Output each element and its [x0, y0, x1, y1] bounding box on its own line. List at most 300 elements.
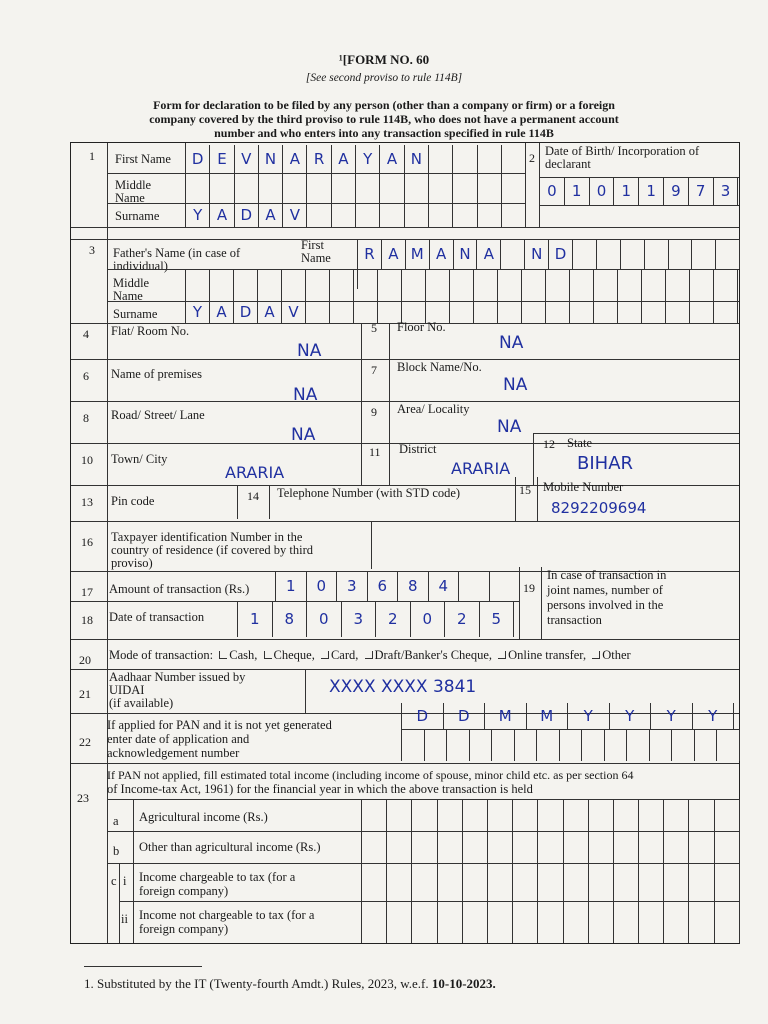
char-box[interactable]	[412, 863, 437, 901]
char-box[interactable]	[380, 203, 404, 227]
agricultural-income-label: Agricultural income (Rs.)	[139, 810, 268, 824]
char-box[interactable]	[513, 901, 538, 943]
district-value[interactable]: ARARIA	[451, 459, 511, 478]
draft-checkbox[interactable]	[365, 651, 373, 659]
char-box[interactable]: A	[210, 301, 234, 323]
mobile-value[interactable]: 8292209694	[551, 499, 647, 517]
char-box[interactable]: D	[186, 145, 210, 173]
field-number: 10	[81, 453, 93, 467]
char-box[interactable]: M	[406, 239, 430, 269]
aadhaar-value[interactable]: XXXX XXXX 3841	[329, 677, 477, 697]
income-label-line1: If PAN not applied, fill estimated total income (including income of spouse, minor child etc. as per section 64	[107, 768, 634, 782]
char-box[interactable]	[522, 301, 546, 323]
char-box[interactable]	[463, 863, 488, 901]
char-box[interactable]	[488, 799, 513, 831]
char-box[interactable]: A	[259, 203, 283, 227]
block-label: Block Name/No.	[397, 360, 482, 374]
cash-checkbox[interactable]	[219, 651, 227, 659]
field-number: 1	[89, 149, 95, 163]
char-box[interactable]	[210, 269, 234, 301]
char-box[interactable]	[627, 729, 650, 761]
char-box[interactable]	[564, 863, 589, 901]
char-box[interactable]	[570, 269, 594, 301]
char-box[interactable]	[380, 173, 404, 203]
char-box[interactable]	[378, 269, 402, 301]
char-box[interactable]	[515, 729, 538, 761]
char-box[interactable]	[589, 799, 614, 831]
char-box[interactable]: Y	[356, 145, 380, 173]
char-box[interactable]	[426, 269, 450, 301]
char-box[interactable]	[258, 269, 282, 301]
char-box[interactable]	[664, 831, 689, 863]
cheque-option: Cheque,	[273, 648, 315, 662]
char-box[interactable]: 1	[238, 601, 273, 637]
char-box[interactable]	[387, 831, 412, 863]
income-label-line2: of Income-tax Act, 1961) for the financial year in which the above transaction is held	[107, 782, 533, 796]
footnote	[84, 976, 496, 992]
field-number: 5	[371, 321, 377, 335]
char-box[interactable]	[546, 269, 570, 301]
father-middle-name-boxes[interactable]	[185, 269, 738, 301]
char-box[interactable]	[282, 269, 306, 301]
char-box[interactable]	[405, 173, 429, 203]
char-box[interactable]	[564, 901, 589, 943]
char-box[interactable]: 1	[565, 177, 590, 205]
char-box[interactable]: 0	[307, 601, 342, 637]
char-box[interactable]: N	[405, 145, 429, 173]
char-box[interactable]	[513, 799, 538, 831]
char-box[interactable]	[650, 729, 673, 761]
road-label: Road/ Street/ Lane	[111, 408, 205, 422]
char-box[interactable]	[463, 831, 488, 863]
char-box[interactable]	[488, 901, 513, 943]
char-box[interactable]: 0	[540, 177, 565, 205]
char-box[interactable]	[639, 799, 664, 831]
char-box[interactable]: Y	[186, 301, 210, 323]
char-box[interactable]	[639, 831, 664, 863]
footnote-text: 1. Substituted by the IT (Twenty-fourth Amdt.) Rules, 2023, w.e.f.	[84, 976, 432, 991]
surname-boxes[interactable]	[185, 203, 526, 227]
amount-label: Amount of transaction (Rs.)	[109, 582, 250, 596]
char-box[interactable]	[618, 301, 642, 323]
char-box[interactable]: 0	[307, 571, 338, 601]
mode-of-transaction	[109, 649, 631, 662]
char-box[interactable]	[478, 173, 502, 203]
char-box[interactable]	[715, 799, 740, 831]
char-box[interactable]	[450, 301, 474, 323]
fathers-name-label: Father's Name (in case of individual)	[113, 246, 241, 273]
char-box[interactable]	[513, 863, 538, 901]
char-box[interactable]	[537, 729, 560, 761]
char-box[interactable]: Y	[610, 703, 652, 729]
char-box[interactable]	[186, 269, 210, 301]
father-first-name-boxes[interactable]	[357, 239, 740, 269]
joint-names-label-line3: persons involved in the	[547, 598, 664, 612]
aadhaar-label-line3: (if available)	[109, 696, 174, 710]
char-box[interactable]	[330, 269, 354, 301]
first-name-boxes[interactable]	[185, 145, 526, 173]
char-box[interactable]	[502, 145, 526, 173]
char-box[interactable]	[463, 901, 488, 943]
char-box[interactable]	[715, 863, 740, 901]
char-box[interactable]	[459, 571, 490, 601]
char-box[interactable]	[387, 799, 412, 831]
char-box[interactable]: D	[234, 301, 258, 323]
field-number: 9	[371, 405, 377, 419]
agricultural-income-boxes[interactable]	[361, 799, 740, 831]
field-number: 11	[369, 445, 381, 459]
char-box[interactable]	[614, 831, 639, 863]
char-box[interactable]	[666, 269, 690, 301]
char-box[interactable]	[589, 901, 614, 943]
char-box[interactable]	[453, 173, 477, 203]
state-label: State	[567, 436, 592, 450]
char-box[interactable]	[488, 863, 513, 901]
char-box[interactable]	[714, 269, 738, 301]
char-box[interactable]	[463, 799, 488, 831]
other-checkbox[interactable]	[592, 651, 600, 659]
char-box[interactable]	[429, 173, 453, 203]
char-box[interactable]: V	[282, 301, 306, 323]
char-box[interactable]	[447, 729, 470, 761]
char-box[interactable]	[689, 863, 714, 901]
char-box[interactable]: R	[358, 239, 382, 269]
char-box[interactable]	[669, 239, 693, 269]
block-value[interactable]: NA	[503, 375, 528, 395]
field-number: 19	[523, 581, 535, 595]
premises-value[interactable]: NA	[293, 385, 318, 405]
char-box[interactable]: 3	[714, 177, 739, 205]
first-name-label: First Name	[115, 152, 171, 166]
char-box[interactable]	[307, 203, 331, 227]
char-box[interactable]	[582, 729, 605, 761]
char-box[interactable]: 1	[276, 571, 307, 601]
card-option: Card,	[330, 648, 359, 662]
char-box[interactable]: Y	[568, 703, 610, 729]
char-box[interactable]	[689, 799, 714, 831]
tin-label-line3: proviso)	[111, 556, 153, 570]
char-box[interactable]	[614, 901, 639, 943]
chargeable-income-boxes[interactable]	[361, 863, 740, 901]
char-box[interactable]: R	[307, 145, 331, 173]
char-box[interactable]: D	[235, 203, 259, 227]
char-box[interactable]	[642, 269, 666, 301]
char-box[interactable]: 1	[639, 177, 664, 205]
chargeable-income-label-line2: foreign company)	[139, 884, 229, 898]
char-box[interactable]	[450, 269, 474, 301]
town-value[interactable]: ARARIA	[225, 463, 285, 482]
char-box[interactable]	[594, 301, 618, 323]
char-box[interactable]	[645, 239, 669, 269]
field-number: 6	[83, 369, 89, 383]
char-box[interactable]: A	[332, 145, 356, 173]
area-label: Area/ Locality	[397, 402, 470, 416]
town-label: Town/ City	[111, 452, 168, 466]
char-box[interactable]	[492, 729, 515, 761]
road-value[interactable]: NA	[291, 425, 316, 445]
tin-label-line1: Taxpayer identification Number in the	[111, 530, 303, 544]
flat-room-label: Flat/ Room No.	[111, 324, 190, 338]
char-box[interactable]	[453, 203, 477, 227]
form-60-table	[70, 142, 740, 944]
char-box[interactable]	[362, 831, 387, 863]
char-box[interactable]	[429, 203, 453, 227]
char-box[interactable]: E	[210, 145, 234, 173]
char-box[interactable]: A	[430, 239, 454, 269]
surname-label: Surname	[115, 209, 160, 223]
char-box[interactable]	[564, 799, 589, 831]
char-box[interactable]	[470, 729, 493, 761]
char-box[interactable]: M	[527, 703, 569, 729]
char-box[interactable]	[538, 799, 563, 831]
father-surname-boxes[interactable]	[185, 301, 738, 323]
dob-boxes[interactable]	[539, 177, 738, 205]
char-box[interactable]	[405, 203, 429, 227]
char-box[interactable]	[501, 239, 525, 269]
char-box[interactable]: 3	[337, 571, 368, 601]
online-checkbox[interactable]	[498, 651, 506, 659]
char-box[interactable]	[356, 203, 380, 227]
char-box[interactable]	[354, 301, 378, 323]
form-subtitle: [See second proviso to rule 114B]	[305, 72, 463, 84]
char-box[interactable]	[478, 203, 502, 227]
char-box[interactable]	[502, 173, 526, 203]
non-chargeable-income-boxes[interactable]	[361, 901, 740, 943]
chargeable-income-label-line1: Income chargeable to tax (for a	[139, 870, 296, 884]
char-box[interactable]	[690, 269, 714, 301]
sub-letter: a	[113, 814, 119, 828]
char-box[interactable]	[618, 269, 642, 301]
char-box[interactable]: D	[549, 239, 573, 269]
state-value[interactable]: BIHAR	[577, 453, 634, 474]
father-first-name-label: First Name	[301, 238, 331, 265]
char-box[interactable]	[513, 831, 538, 863]
acknowledgement-number-boxes[interactable]	[401, 729, 740, 761]
char-box[interactable]	[689, 901, 714, 943]
char-box[interactable]	[474, 269, 498, 301]
middle-name-label: Middle Name	[115, 178, 152, 205]
char-box[interactable]	[589, 831, 614, 863]
online-option: Online transfer,	[508, 648, 587, 662]
char-box[interactable]	[438, 901, 463, 943]
char-box[interactable]: Y	[651, 703, 693, 729]
char-box[interactable]	[354, 269, 378, 301]
char-box[interactable]	[498, 269, 522, 301]
joint-names-label-line1: In case of transaction in	[547, 568, 667, 582]
char-box[interactable]	[717, 729, 740, 761]
char-box[interactable]	[330, 301, 354, 323]
cheque-checkbox[interactable]	[264, 651, 272, 659]
father-middle-name-label: Middle Name	[113, 276, 150, 303]
other-option: Other	[602, 648, 631, 662]
aadhaar-label-line2: UIDAI	[109, 683, 145, 697]
floor-no-value[interactable]: NA	[499, 333, 524, 353]
char-box[interactable]	[690, 301, 714, 323]
char-box[interactable]	[438, 831, 463, 863]
char-box[interactable]	[412, 799, 437, 831]
char-box[interactable]	[605, 729, 628, 761]
char-box[interactable]	[597, 239, 621, 269]
char-box[interactable]	[689, 831, 714, 863]
char-box[interactable]: A	[283, 145, 307, 173]
char-box[interactable]	[474, 301, 498, 323]
char-box[interactable]	[639, 863, 664, 901]
date-of-transaction-label: Date of transaction	[109, 610, 205, 624]
char-box[interactable]: D	[444, 703, 486, 729]
field-number: 17	[81, 585, 93, 599]
char-box[interactable]: A	[210, 203, 234, 227]
card-checkbox[interactable]	[321, 651, 329, 659]
char-box[interactable]	[387, 863, 412, 901]
sub-numeral: i	[123, 874, 127, 888]
char-box[interactable]	[695, 729, 718, 761]
char-box[interactable]: 5	[480, 601, 515, 637]
char-box[interactable]	[412, 901, 437, 943]
char-box[interactable]	[502, 203, 526, 227]
char-box[interactable]: A	[380, 145, 404, 173]
form-title: ¹[FORM NO. 60	[338, 52, 430, 67]
char-box[interactable]: A	[477, 239, 501, 269]
char-box[interactable]: V	[283, 203, 307, 227]
char-box[interactable]	[186, 173, 210, 203]
char-box[interactable]	[490, 571, 521, 601]
char-box[interactable]	[664, 799, 689, 831]
char-box[interactable]: 7	[689, 177, 714, 205]
char-box[interactable]	[614, 799, 639, 831]
char-box[interactable]: 1	[614, 177, 639, 205]
char-box[interactable]	[538, 863, 563, 901]
field-number: 22	[79, 735, 91, 749]
dob-label: Date of Birth/ Incorporation of declarant	[545, 144, 700, 171]
char-box[interactable]	[672, 729, 695, 761]
char-box[interactable]	[498, 301, 522, 323]
char-box[interactable]: D	[402, 703, 444, 729]
floor-no-label: Floor No.	[397, 320, 446, 334]
char-box[interactable]	[235, 173, 259, 203]
char-box[interactable]	[715, 901, 740, 943]
char-box[interactable]	[664, 901, 689, 943]
mode-label: Mode of transaction:	[109, 648, 214, 662]
char-box[interactable]	[362, 799, 387, 831]
char-box[interactable]	[522, 269, 546, 301]
char-box[interactable]	[438, 863, 463, 901]
char-box[interactable]: 4	[429, 571, 460, 601]
char-box[interactable]	[564, 831, 589, 863]
char-box[interactable]	[714, 301, 738, 323]
char-box[interactable]	[332, 203, 356, 227]
middle-name-boxes[interactable]	[185, 173, 526, 203]
char-box[interactable]	[716, 239, 740, 269]
char-box[interactable]	[642, 301, 666, 323]
char-box[interactable]	[402, 729, 425, 761]
field-number: 20	[79, 653, 91, 667]
char-box[interactable]: N	[525, 239, 549, 269]
flat-room-value[interactable]: NA	[297, 341, 322, 361]
char-box[interactable]	[594, 269, 618, 301]
field-number: 2	[529, 151, 535, 165]
field-number: 7	[371, 363, 377, 377]
field-number: 16	[81, 535, 93, 549]
char-box[interactable]	[621, 239, 645, 269]
char-box[interactable]: 0	[590, 177, 615, 205]
char-box[interactable]	[332, 173, 356, 203]
tin-label-line2: country of residence (if covered by third	[111, 543, 314, 557]
char-box[interactable]: 8	[398, 571, 429, 601]
char-box[interactable]	[614, 863, 639, 901]
char-box[interactable]: M	[485, 703, 527, 729]
char-box[interactable]	[307, 173, 331, 203]
char-box[interactable]	[478, 145, 502, 173]
joint-names-label-line4: transaction	[547, 613, 602, 627]
char-box[interactable]	[234, 269, 258, 301]
char-box[interactable]	[429, 145, 453, 173]
char-box[interactable]	[546, 301, 570, 323]
char-box[interactable]	[538, 831, 563, 863]
field-number: 14	[247, 489, 259, 503]
char-box[interactable]	[664, 863, 689, 901]
char-box[interactable]	[425, 729, 448, 761]
char-box[interactable]: Y	[693, 703, 735, 729]
char-box[interactable]	[666, 301, 690, 323]
pan-application-date-boxes[interactable]	[401, 703, 734, 729]
char-box[interactable]: N	[454, 239, 478, 269]
char-box[interactable]	[306, 269, 330, 301]
char-box[interactable]: 9	[664, 177, 689, 205]
char-box[interactable]	[362, 863, 387, 901]
transaction-date-boxes[interactable]	[237, 601, 514, 637]
char-box[interactable]: 0	[411, 601, 446, 637]
non-agricultural-income-boxes[interactable]	[361, 831, 740, 863]
char-box[interactable]: 2	[445, 601, 480, 637]
char-box[interactable]	[692, 239, 716, 269]
char-box[interactable]: 8	[273, 601, 308, 637]
char-box[interactable]	[589, 863, 614, 901]
char-box[interactable]: V	[235, 145, 259, 173]
char-box[interactable]	[488, 831, 513, 863]
char-box[interactable]	[283, 173, 307, 203]
char-box[interactable]	[412, 831, 437, 863]
char-box[interactable]	[402, 269, 426, 301]
char-box[interactable]: 6	[368, 571, 399, 601]
father-surname-label: Surname	[113, 307, 158, 321]
char-box[interactable]: N	[259, 145, 283, 173]
char-box[interactable]	[306, 301, 330, 323]
char-box[interactable]: A	[382, 239, 406, 269]
char-box[interactable]	[210, 173, 234, 203]
char-box[interactable]	[538, 901, 563, 943]
area-value[interactable]: NA	[497, 417, 522, 437]
char-box[interactable]	[387, 901, 412, 943]
char-box[interactable]	[573, 239, 597, 269]
char-box[interactable]	[560, 729, 583, 761]
field-number: 12	[543, 437, 555, 451]
char-box[interactable]	[438, 799, 463, 831]
char-box[interactable]	[356, 173, 380, 203]
char-box[interactable]: 3	[342, 601, 377, 637]
field-number: 18	[81, 613, 93, 627]
char-box[interactable]	[259, 173, 283, 203]
char-box[interactable]	[570, 301, 594, 323]
char-box[interactable]: A	[258, 301, 282, 323]
char-box[interactable]	[639, 901, 664, 943]
field-number: 13	[81, 495, 93, 509]
amount-boxes[interactable]	[275, 571, 520, 601]
char-box[interactable]	[715, 831, 740, 863]
char-box[interactable]: Y	[186, 203, 210, 227]
char-box[interactable]: 2	[376, 601, 411, 637]
char-box[interactable]	[453, 145, 477, 173]
char-box[interactable]	[362, 901, 387, 943]
